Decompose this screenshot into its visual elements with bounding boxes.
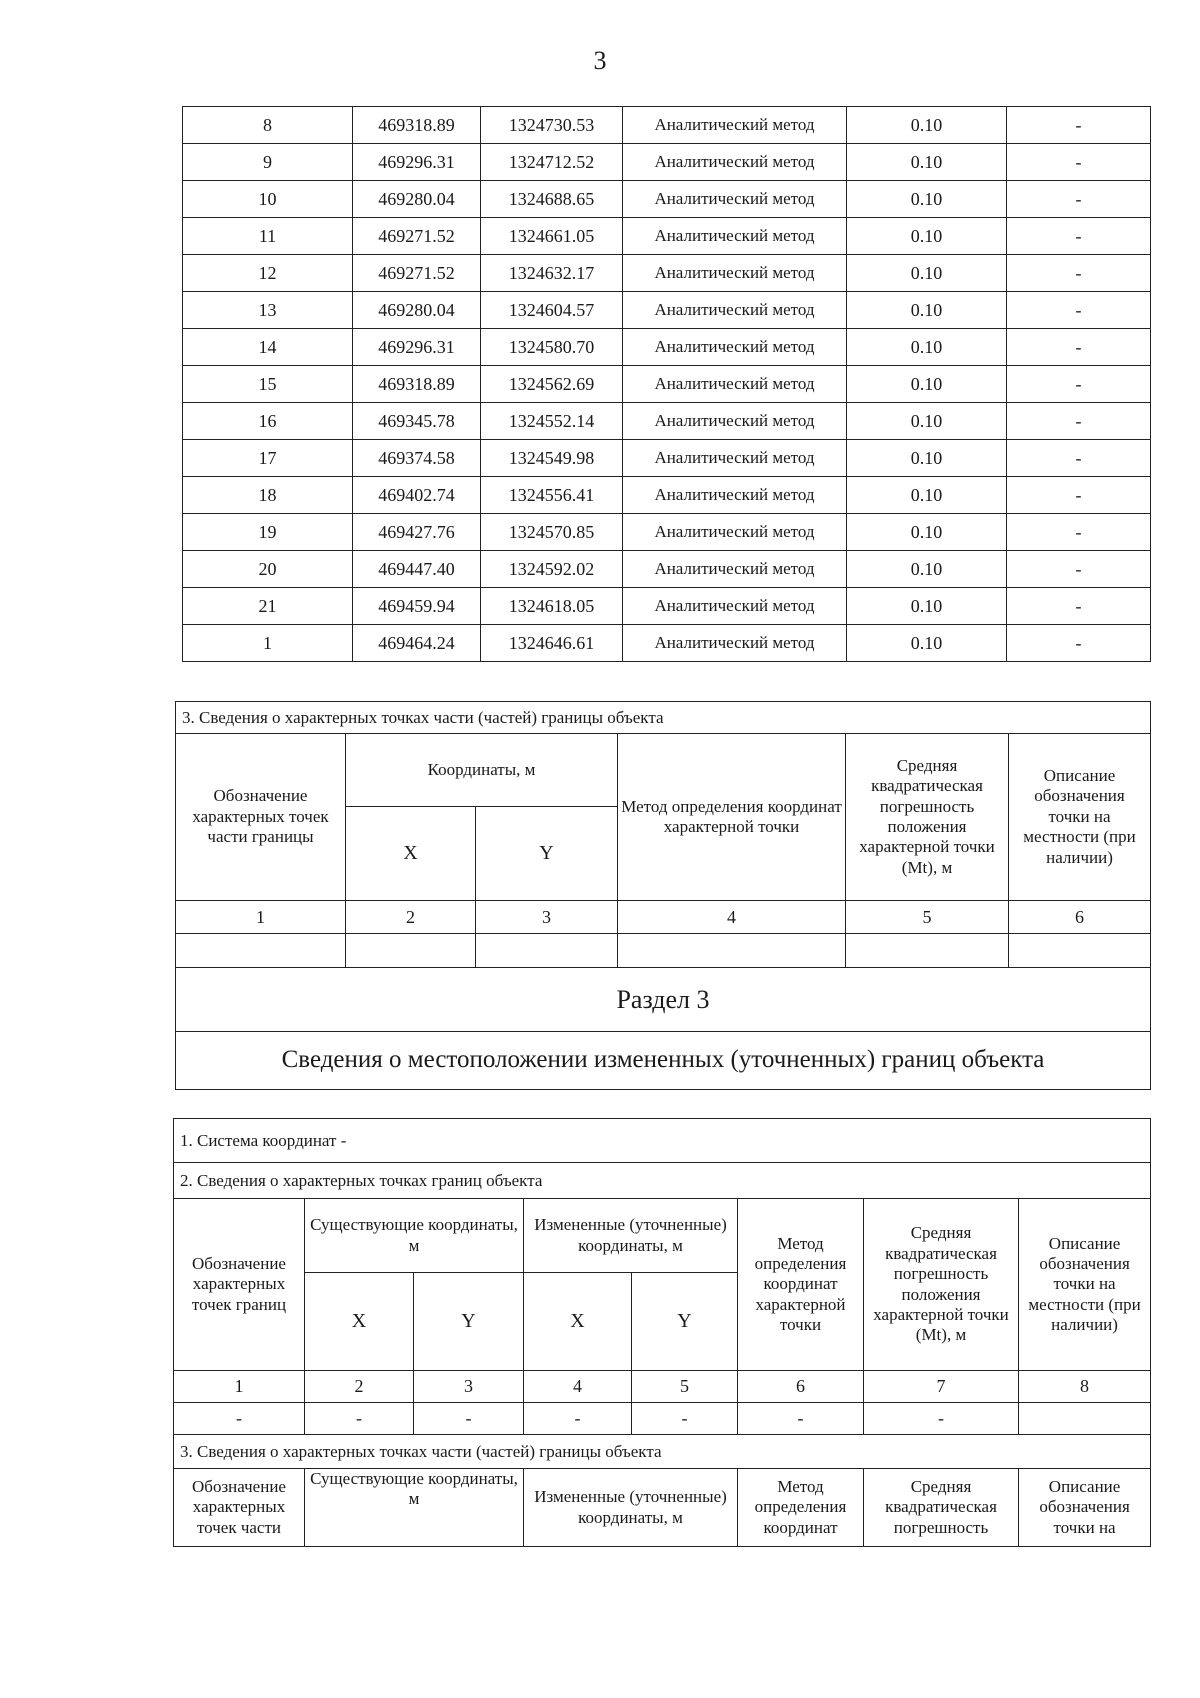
cell-x: 469464.24 xyxy=(353,625,481,662)
s3-header-designation: Обозначение характерных точек границ xyxy=(174,1199,305,1371)
cell-y: 1324730.53 xyxy=(481,107,623,144)
table-row xyxy=(183,551,1151,588)
column-number: - xyxy=(524,1403,632,1435)
points-title: 2. Сведения о характерных точках границ объекта xyxy=(174,1163,1151,1199)
cell-n: 11 xyxy=(183,218,353,255)
cell-y: 1324712.52 xyxy=(481,144,623,181)
cell-method: Аналитический метод xyxy=(623,403,847,440)
s3-header-method: Метод определения координат характерной точки xyxy=(738,1199,864,1371)
cell-mt: 0.10 xyxy=(847,477,1007,514)
cell-mt: 0.10 xyxy=(847,440,1007,477)
header-x: X xyxy=(346,807,476,901)
column-number: 3 xyxy=(476,901,618,934)
table-row xyxy=(183,366,1151,403)
column-number: 1 xyxy=(174,1371,305,1403)
cell-method: Аналитический метод xyxy=(623,107,847,144)
cell-mt: 0.10 xyxy=(847,255,1007,292)
column-number xyxy=(1019,1403,1151,1435)
cell-mt: 0.10 xyxy=(847,403,1007,440)
cell-method: Аналитический метод xyxy=(623,329,847,366)
s3-part-header-desc: Описание обозначения точки на xyxy=(1019,1469,1151,1547)
column-number: 5 xyxy=(632,1371,738,1403)
column-number: - xyxy=(632,1403,738,1435)
cell-x: 469280.04 xyxy=(353,292,481,329)
table-row xyxy=(183,440,1151,477)
cell-method: Аналитический метод xyxy=(623,625,847,662)
cell-x: 469427.76 xyxy=(353,514,481,551)
cell-method: Аналитический метод xyxy=(623,292,847,329)
cell-desc: - xyxy=(1007,366,1151,403)
cell-desc: - xyxy=(1007,255,1151,292)
cell-mt: 0.10 xyxy=(847,218,1007,255)
empty-cell xyxy=(846,934,1009,968)
column-number: 6 xyxy=(1009,901,1151,934)
table-row xyxy=(183,588,1151,625)
table-row xyxy=(183,107,1151,144)
column-number: 1 xyxy=(176,901,346,934)
column-number: 7 xyxy=(864,1371,1019,1403)
s3-header-y-changed: Y xyxy=(632,1273,738,1371)
header-mt: Средняя квадратическая погрешность положения характерной точки (Mt), м xyxy=(846,734,1009,901)
column-number: 4 xyxy=(524,1371,632,1403)
cell-method: Аналитический метод xyxy=(623,144,847,181)
cell-n: 15 xyxy=(183,366,353,403)
cell-desc: - xyxy=(1007,625,1151,662)
table-row xyxy=(183,218,1151,255)
empty-cell xyxy=(346,934,476,968)
cell-method: Аналитический метод xyxy=(623,255,847,292)
cell-desc: - xyxy=(1007,551,1151,588)
s3-header-mt: Средняя квадратическая погрешность положения характерной точки (Mt), м xyxy=(864,1199,1019,1371)
cell-mt: 0.10 xyxy=(847,292,1007,329)
cell-method: Аналитический метод xyxy=(623,440,847,477)
cell-n: 16 xyxy=(183,403,353,440)
header-method: Метод определения координат характерной точки xyxy=(618,734,846,901)
table-row xyxy=(183,329,1151,366)
s3-part-header-designation: Обозначение характерных точек части xyxy=(174,1469,305,1547)
cell-desc: - xyxy=(1007,218,1151,255)
cell-y: 1324570.85 xyxy=(481,514,623,551)
cell-y: 1324618.05 xyxy=(481,588,623,625)
cell-method: Аналитический метод xyxy=(623,218,847,255)
cell-n: 9 xyxy=(183,144,353,181)
column-number: 2 xyxy=(346,901,476,934)
cell-y: 1324646.61 xyxy=(481,625,623,662)
cell-mt: 0.10 xyxy=(847,181,1007,218)
cell-x: 469271.52 xyxy=(353,255,481,292)
column-number: 8 xyxy=(1019,1371,1151,1403)
cell-mt: 0.10 xyxy=(847,625,1007,662)
cell-y: 1324688.65 xyxy=(481,181,623,218)
header-y: Y xyxy=(476,807,618,901)
table-row xyxy=(183,255,1151,292)
cell-desc: - xyxy=(1007,440,1151,477)
cell-x: 469402.74 xyxy=(353,477,481,514)
cell-y: 1324552.14 xyxy=(481,403,623,440)
cell-n: 1 xyxy=(183,625,353,662)
s3-part-header-existing: Существующие координаты, м xyxy=(305,1469,524,1547)
column-number: 4 xyxy=(618,901,846,934)
cell-method: Аналитический метод xyxy=(623,514,847,551)
empty-cell xyxy=(476,934,618,968)
empty-cell xyxy=(1009,934,1151,968)
cell-n: 13 xyxy=(183,292,353,329)
column-number: 6 xyxy=(738,1371,864,1403)
cell-n: 19 xyxy=(183,514,353,551)
cell-x: 469345.78 xyxy=(353,403,481,440)
column-number: - xyxy=(738,1403,864,1435)
cell-x: 469447.40 xyxy=(353,551,481,588)
cell-y: 1324549.98 xyxy=(481,440,623,477)
table-row xyxy=(183,625,1151,662)
cell-desc: - xyxy=(1007,329,1151,366)
cell-n: 17 xyxy=(183,440,353,477)
cell-desc: - xyxy=(1007,403,1151,440)
empty-cell xyxy=(618,934,846,968)
cell-n: 12 xyxy=(183,255,353,292)
cell-method: Аналитический метод xyxy=(623,588,847,625)
cell-n: 14 xyxy=(183,329,353,366)
header-coords: Координаты, м xyxy=(346,734,618,807)
header-designation: Обозначение характерных точек части границы xyxy=(176,734,346,901)
cell-n: 10 xyxy=(183,181,353,218)
column-number: 2 xyxy=(305,1371,414,1403)
cell-mt: 0.10 xyxy=(847,329,1007,366)
cell-n: 21 xyxy=(183,588,353,625)
cell-x: 469459.94 xyxy=(353,588,481,625)
cell-x: 469296.31 xyxy=(353,144,481,181)
cell-y: 1324604.57 xyxy=(481,292,623,329)
cell-mt: 0.10 xyxy=(847,107,1007,144)
coord-system: 1. Система координат - xyxy=(174,1119,1151,1163)
s3-header-changed: Измененные (уточненные) координаты, м xyxy=(524,1199,738,1273)
cell-mt: 0.10 xyxy=(847,514,1007,551)
s3-header-y-existing: Y xyxy=(414,1273,524,1371)
column-number: - xyxy=(414,1403,524,1435)
cell-method: Аналитический метод xyxy=(623,366,847,403)
cell-method: Аналитический метод xyxy=(623,551,847,588)
cell-desc: - xyxy=(1007,477,1151,514)
cell-y: 1324632.17 xyxy=(481,255,623,292)
cell-x: 469374.58 xyxy=(353,440,481,477)
cell-x: 469280.04 xyxy=(353,181,481,218)
table-row xyxy=(183,181,1151,218)
cell-y: 1324592.02 xyxy=(481,551,623,588)
header-desc: Описание обозначения точки на местности (при наличии) xyxy=(1009,734,1151,901)
cell-method: Аналитический метод xyxy=(623,181,847,218)
cell-y: 1324562.69 xyxy=(481,366,623,403)
part-points-table xyxy=(175,701,1151,1090)
s3-part-header-mt: Средняя квадратическая погрешность xyxy=(864,1469,1019,1547)
table-row xyxy=(183,144,1151,181)
s3-header-x-existing: X xyxy=(305,1273,414,1371)
cell-x: 469318.89 xyxy=(353,366,481,403)
cell-desc: - xyxy=(1007,144,1151,181)
table-row xyxy=(183,292,1151,329)
cell-mt: 0.10 xyxy=(847,588,1007,625)
cell-mt: 0.10 xyxy=(847,366,1007,403)
column-number: - xyxy=(305,1403,414,1435)
cell-desc: - xyxy=(1007,181,1151,218)
s3-part-header-changed: Измененные (уточненные) координаты, м xyxy=(524,1469,738,1547)
column-number: 5 xyxy=(846,901,1009,934)
s3-header-existing: Существующие координаты, м xyxy=(305,1199,524,1273)
page-number: 3 xyxy=(593,46,607,75)
cell-n: 8 xyxy=(183,107,353,144)
table-row xyxy=(183,477,1151,514)
cell-n: 20 xyxy=(183,551,353,588)
column-number: - xyxy=(864,1403,1019,1435)
cell-x: 469296.31 xyxy=(353,329,481,366)
cell-x: 469271.52 xyxy=(353,218,481,255)
cell-x: 469318.89 xyxy=(353,107,481,144)
table-row xyxy=(183,403,1151,440)
section-subtitle: Сведения о местоположении измененных (уточненных) границ объекта xyxy=(176,1032,1151,1090)
cell-mt: 0.10 xyxy=(847,551,1007,588)
table-row xyxy=(183,514,1151,551)
cell-desc: - xyxy=(1007,107,1151,144)
empty-cell xyxy=(176,934,346,968)
cell-mt: 0.10 xyxy=(847,144,1007,181)
section-title: Раздел 3 xyxy=(176,968,1151,1032)
s3-header-desc: Описание обозначения точки на местности (при наличии) xyxy=(1019,1199,1151,1371)
column-number: 3 xyxy=(414,1371,524,1403)
cell-y: 1324661.05 xyxy=(481,218,623,255)
cell-desc: - xyxy=(1007,588,1151,625)
column-number: - xyxy=(174,1403,305,1435)
s3-header-x-changed: X xyxy=(524,1273,632,1371)
cell-method: Аналитический метод xyxy=(623,477,847,514)
cell-y: 1324580.70 xyxy=(481,329,623,366)
cell-n: 18 xyxy=(183,477,353,514)
cell-desc: - xyxy=(1007,514,1151,551)
s3-part-header-method: Метод определения координат xyxy=(738,1469,864,1547)
cell-y: 1324556.41 xyxy=(481,477,623,514)
cell-desc: - xyxy=(1007,292,1151,329)
section3-points-table xyxy=(173,1118,1151,1547)
points-table xyxy=(182,106,1151,662)
part-points-title: 3. Сведения о характерных точках части (частей) границы объекта xyxy=(176,702,1151,734)
part-title: 3. Сведения о характерных точках части (частей) границы объекта xyxy=(174,1435,1151,1469)
